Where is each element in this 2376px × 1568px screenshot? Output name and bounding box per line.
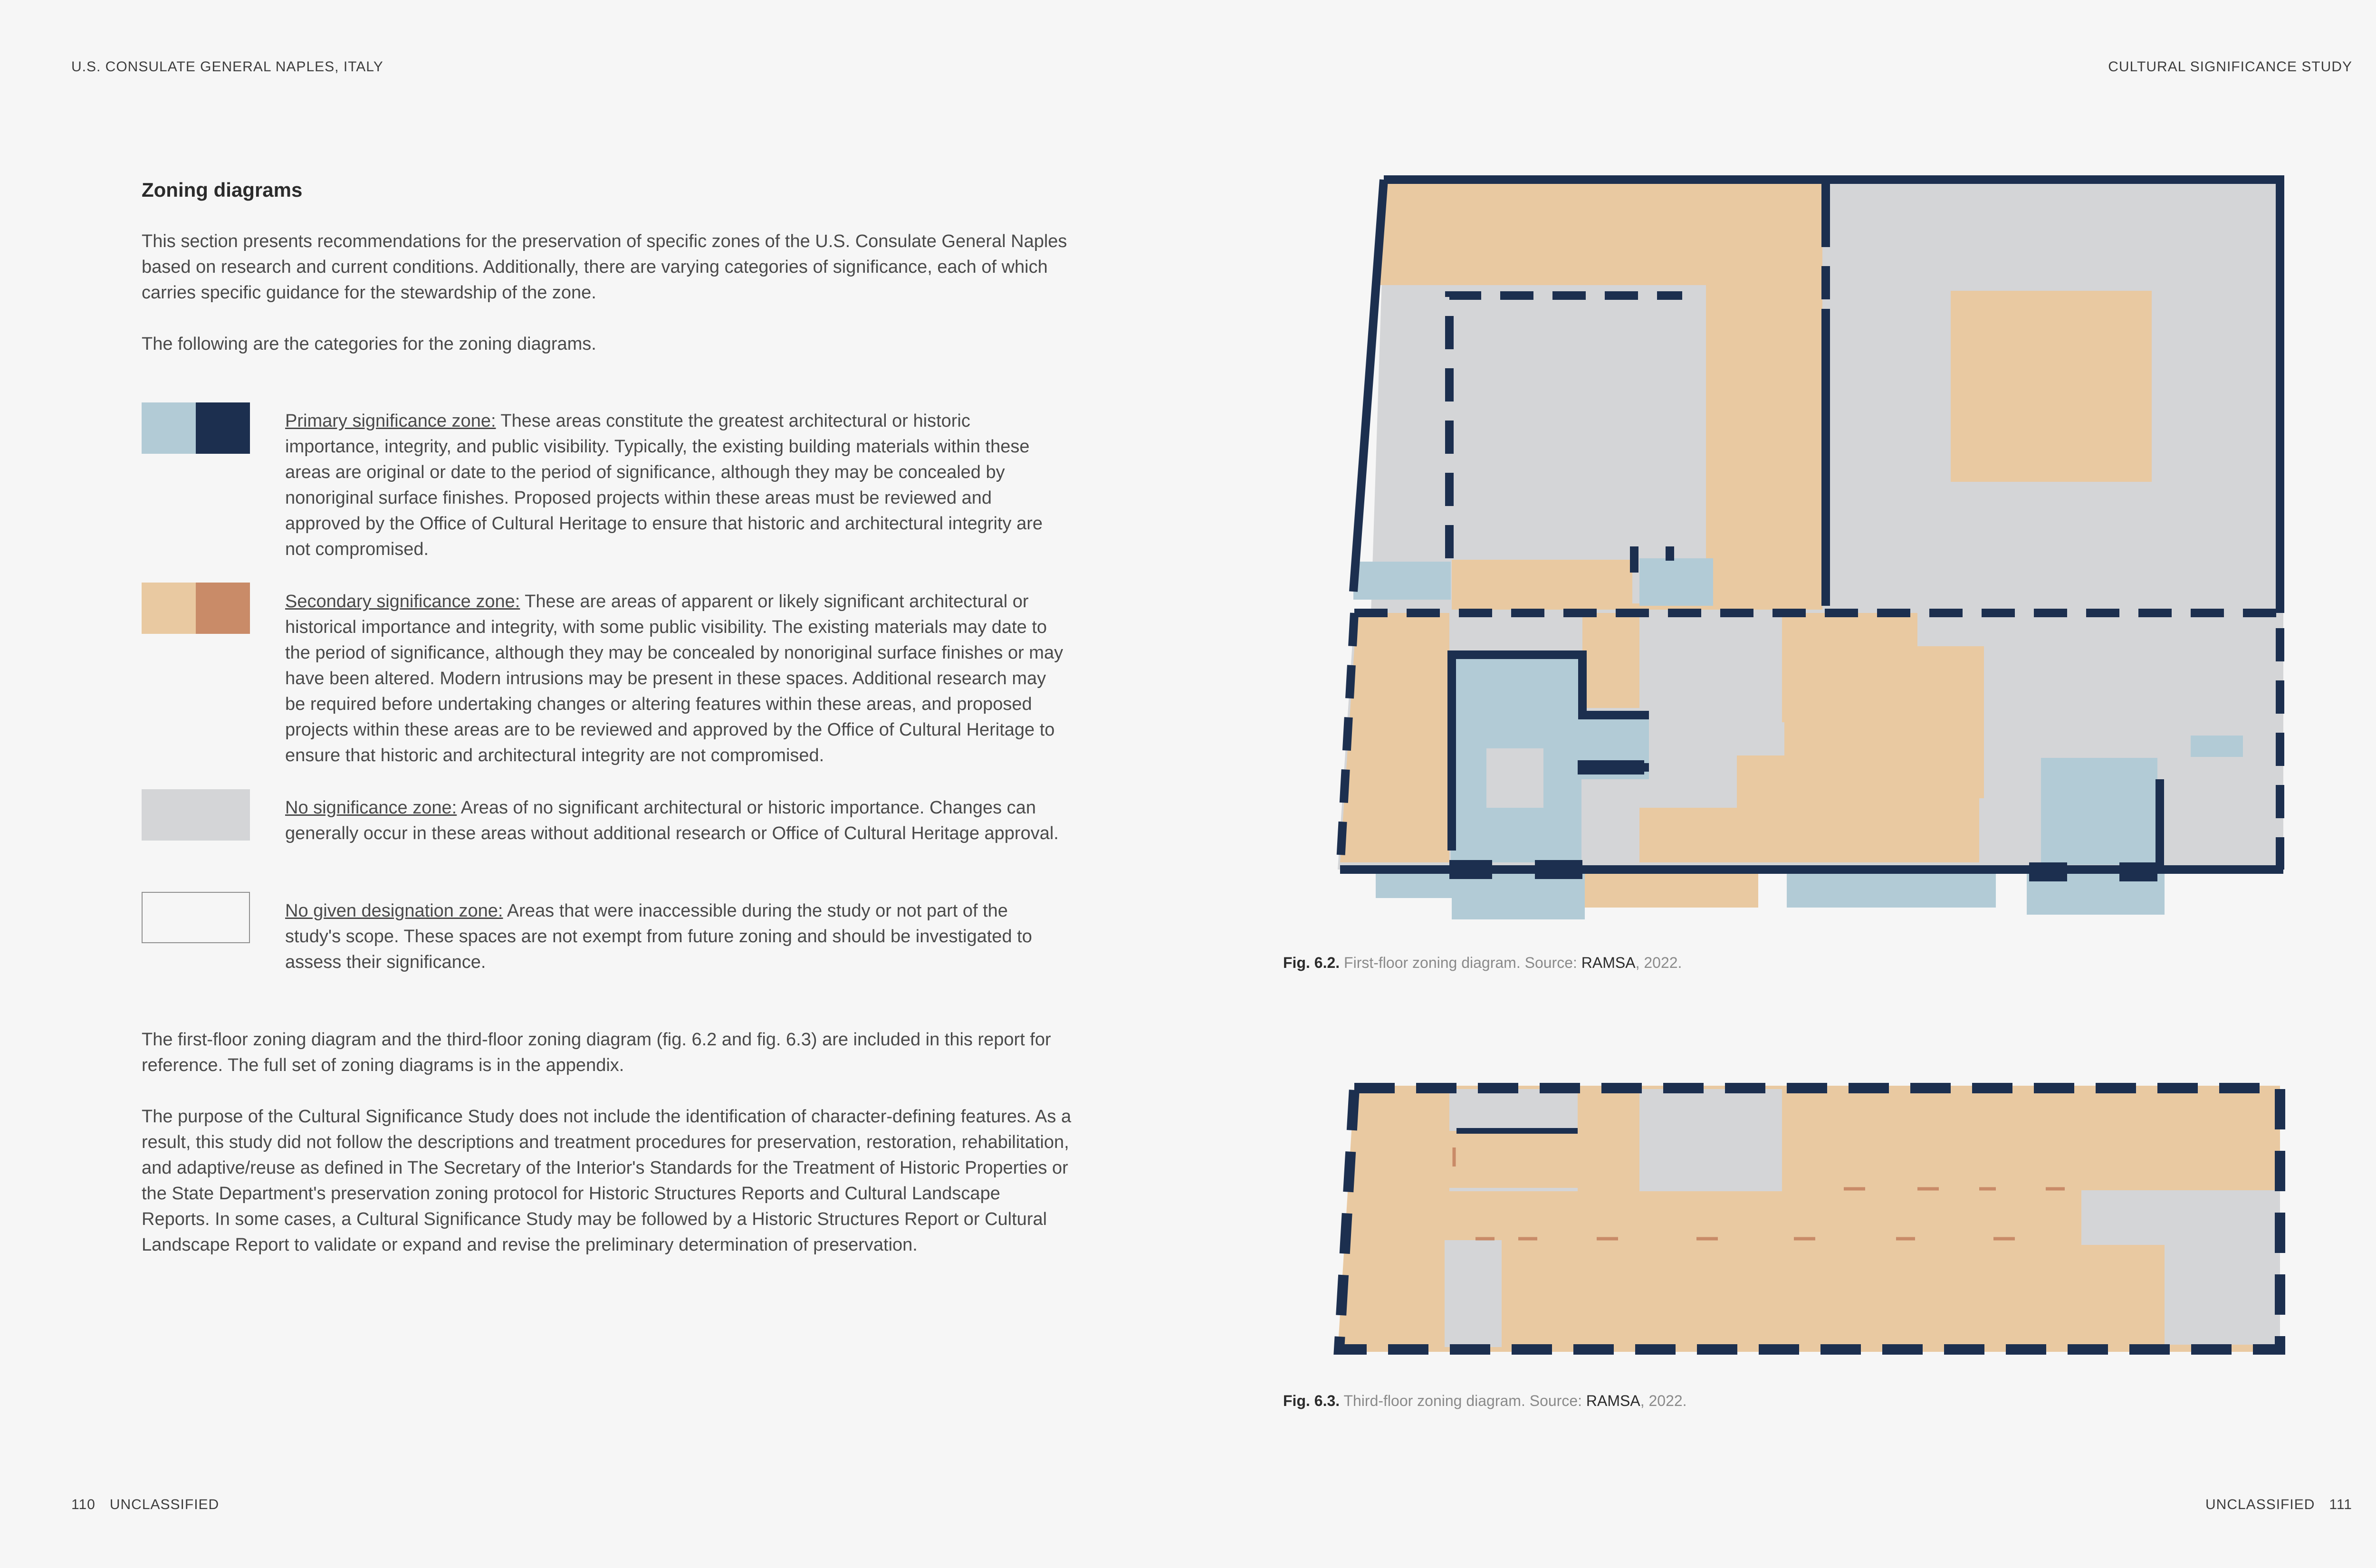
figure-label: Fig. 6.2. [1283, 954, 1340, 971]
third-floor-zoning-diagram [1326, 1074, 2295, 1368]
body-paragraph-1: The first-floor zoning diagram and the third-floor zoning diagram (fig. 6.2 and fig. 6.3) are included in this report for reference. The full set of zoning diagrams is in the appendix. [142, 1030, 1051, 1075]
zone-no-significance-center [1639, 1089, 1782, 1191]
figure-desc: First-floor zoning diagram. Source: [1344, 954, 1581, 971]
footer-right [2205, 1497, 2352, 1513]
page-number-left: 110 [71, 1497, 96, 1512]
zone-secondary-porch [1582, 870, 1758, 908]
category-text: These areas constitute the greatest architectural or historic importance, integrity, and public visibility. Typically, the existing building materials within these areas are original or date to the period of significance, although they may be concealed by nonoriginal surface finishes. Proposed projects within these areas must be reviewed and approved by the Office of Cultural Heritage to ensure that historic and architectural integrity are not compromised. [285, 411, 1043, 559]
zone-no-significance-east-a [2081, 1190, 2280, 1245]
zone-secondary-hall [1452, 560, 1632, 610]
zone-secondary-stair [1582, 613, 1639, 708]
figure-year: , 2022. [1640, 1392, 1687, 1409]
classification-left: UNCLASSIFIED [109, 1497, 220, 1512]
running-header-left: U.S. CONSULATE GENERAL NAPLES, ITALY [71, 59, 383, 75]
intro-paragraph: This section presents recommendations for the preservation of specific zones of the U.S. Consulate General Naples based on research and current conditions. Additionally, there are varying categories of significance, each of which carries specific guidance for the stewardship of the zone. [142, 231, 1067, 303]
zone-primary-porch-c [1787, 870, 1996, 908]
footer-left [71, 1497, 233, 1513]
figure-desc: Third-floor zoning diagram. Source: [1343, 1392, 1586, 1409]
body-paragraph-2: The purpose of the Cultural Significance Study does not include the identification of character-defining features. As a result, this study did not follow the descriptions and treatment procedures for preservation, restoration, rehabilitation, and adaptive/reuse as defined in The Secretary of the Interior's Standards for the Treatment of Historic Properties or the State Department's preservation zoning protocol for Historic Structures Reports and Cultural Landscape Reports. In some cases, a Cultural Significance Study may be followed by a Historic Structures Report or Cultural Landscape Report to validate or expand and revise the preliminary determination of preservation. [142, 1107, 1072, 1255]
zone-primary-corridor [1639, 558, 1713, 606]
first-floor-zoning-diagram [1326, 162, 2295, 931]
primary-swatch [142, 402, 250, 454]
zone-secondary-courtyard [1951, 291, 2152, 482]
category-no-designation [285, 898, 1064, 975]
category-secondary [285, 589, 1064, 768]
secondary-swatch [142, 583, 250, 634]
category-text: These are areas of apparent or likely significant architectural or historical importance and integrity, with some public visibility. The existing materials may date to the period of significance, although they may be concealed by nonoriginal surface finishes or may have been altered. Modern intrusions may be present in these spaces. Additional research may be required before undertaking changes or altering features within these areas, and proposed projects within these areas are to be reviewed and approved by the Office of Cultural Heritage to ensure that historic and architectural integrity are not compromised. [285, 592, 1063, 765]
category-term: Primary significance zone: [285, 411, 496, 431]
figure-source: RAMSA [1581, 954, 1636, 971]
zone-no-significance-core [1486, 748, 1543, 808]
zone-primary-east [2041, 758, 2157, 865]
section-title: Zoning diagrams [142, 179, 303, 201]
figure-6-3-caption [1283, 1392, 1687, 1410]
category-no-significance [285, 795, 1064, 846]
zone-secondary-west-room [1449, 1131, 1578, 1188]
figure-source: RAMSA [1586, 1392, 1640, 1409]
figure-year: , 2022. [1635, 954, 1682, 971]
zone-primary-porch-b [1452, 889, 1585, 919]
category-text: Areas that were inaccessible during the study or not part of the study's scope. These spaces are not exempt from future zoning and should be investigated to assess their significance. [285, 901, 1032, 972]
zone-primary-west-hall [1353, 562, 1451, 600]
category-text: Areas of no significant architectural or historic importance. Changes can generally occur in these areas without additional research or Office of Cultural Heritage approval. [285, 798, 1059, 843]
zone-primary-east-small [2191, 736, 2243, 757]
page-number-right: 111 [2329, 1497, 2352, 1512]
running-header-right: CULTURAL SIGNIFICANCE STUDY [2108, 59, 2352, 75]
zone-secondary-west [1340, 613, 1449, 862]
category-term: No given designation zone: [285, 901, 503, 921]
zone-no-significance-stair [1445, 1240, 1502, 1347]
figure-6-2-caption [1283, 954, 1682, 972]
classification-right: UNCLASSIFIED [2205, 1497, 2315, 1512]
zone-secondary-center-a [1782, 613, 1917, 722]
figure-label: Fig. 6.3. [1283, 1392, 1340, 1409]
category-term: Secondary significance zone: [285, 592, 520, 612]
zone-no-significance-east-b [2165, 1245, 2280, 1345]
category-term: No significance zone: [285, 798, 457, 818]
category-primary [285, 408, 1064, 562]
no-designation-swatch [142, 892, 250, 943]
categories-intro: The following are the categories for the zoning diagrams. [142, 334, 596, 354]
no-significance-swatch [142, 789, 250, 841]
